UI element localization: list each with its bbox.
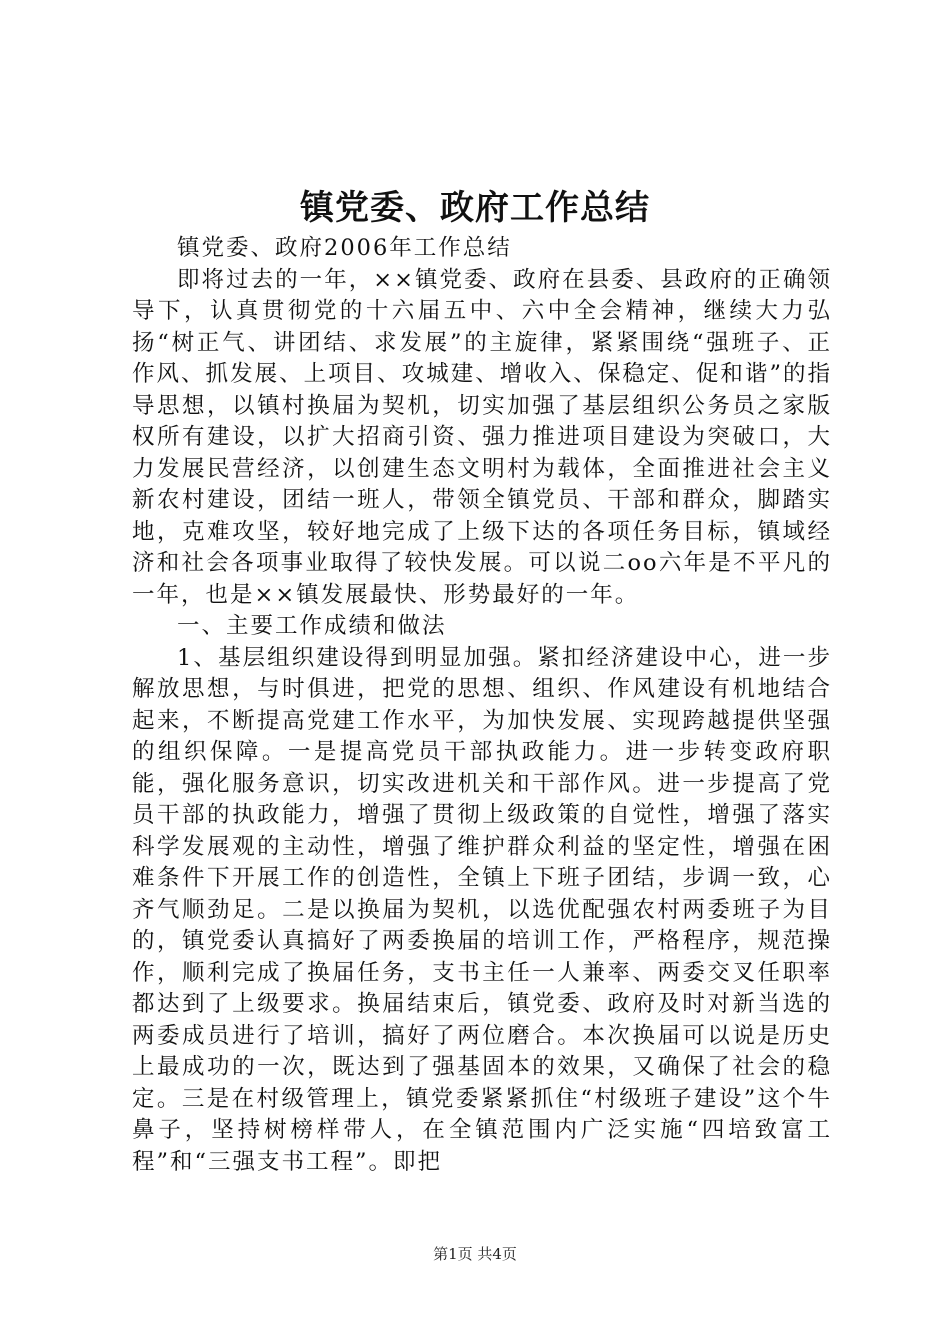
document-body — [132, 233, 832, 1178]
section-heading: 一、主要工作成绩和做法 — [177, 613, 447, 639]
body-paragraph: 1、基层组织建设得到明显加强。紧扣经济建设中心，进一步解放思想，与时俱进，把党的思想、组织、作风建设有机地结合起来，不断提高党建工作水平，为加快发展、实现跨越提供坚强的组织保障。一是提高党员干部执政能力。进一步转变政府职能，强化服务意识，切实改进机关和干部作风。进一步提高了党员干部的执政能力，增强了贯彻上级政策的自觉性，增强了落实科学发展观的主动性，增强了维护群众利益的坚定性，增强在困难条件下开展工作的创造性，全镇上下班子团结，步调一致，心齐气顺劲足。二是以换届为契机，以选优配强农村两委班子为目的，镇党委认真搞好了两委换届的培训工作，严格程序，规范操作，顺利完成了换届任务，支书主任一人兼率、两委交叉任职率都达到了上级要求。换届结束后，镇党委、政府及时对新当选的两委成员进行了培训，搞好了两位磨合。本次换届可以说是历史上最成功的一次，既达到了强基固本的效果，又确保了社会的稳定。三是在村级管理上，镇党委紧紧抓住“村级班子建设”这个牛鼻子，坚持树榜样带人，在全镇范围内广泛实施“四培致富工程”和“三强支书工程”。即把 — [132, 644, 832, 1175]
page-number-footer: 第1页 共4页 — [433, 1245, 517, 1263]
intro-paragraph: 即将过去的一年，××镇党委、政府在县委、县政府的正确领导下，认真贯彻党的十六届五中、六中全会精神，继续大力弘扬“树正气、讲团结、求发展”的主旋律，紧紧围绕“强班子、正作风、抓发展、上项目、攻城建、增收入、保稳定、促和谐”的指导思想，以镇村换届为契机，切实加强了基层组织公务员之家版权所有建设，以扩大招商引资、强力推进项目建设为突破口，大力发展民营经济，以创建生态文明村为载体，全面推进社会主义新农村建设，团结一班人，带领全镇党员、干部和群众，脚踏实地，克难攻坚，较好地完成了上级下达的各项任务目标，镇域经济和社会各项事业取得了较快发展。可以说二oo六年是不平凡的一年，也是××镇发展最快、形势最好的一年。 — [132, 266, 832, 608]
document-title: 镇党委、政府工作总结 — [300, 188, 650, 228]
subtitle-paragraph: 镇党委、政府2006年工作总结 — [177, 235, 512, 261]
